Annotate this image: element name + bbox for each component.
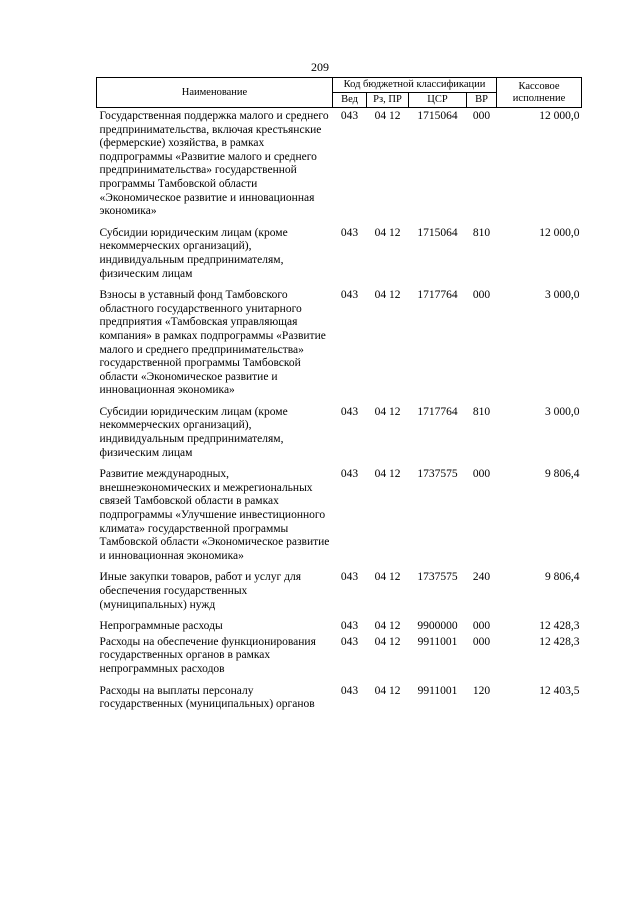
row-amount: 9 806,4 xyxy=(545,571,580,584)
table-row xyxy=(97,289,582,406)
row-vr: 240 xyxy=(472,571,491,584)
row-csr: 9911001 xyxy=(417,684,458,697)
row-ved: 043 xyxy=(340,635,359,648)
row-rz-pr: 04 12 xyxy=(374,289,401,302)
row-vr: 120 xyxy=(472,684,491,697)
row-rz-pr: 04 12 xyxy=(374,110,401,122)
row-name: Непрограммные расходы xyxy=(99,620,223,633)
table-row xyxy=(97,227,582,289)
row-name: Государственная поддержка малого и среднего предпринимательства, включая крестьянские (фермерские) хозяйства, в рамках подпрограммы «Развитие малого и среднего предпринимательства» государственной программы Тамбовской области «Экономическое развитие и инновационная экономика» xyxy=(99,110,329,218)
row-name: Расходы на выплаты персоналу государственных (муниципальных) органов xyxy=(99,684,315,711)
row-rz-pr: 04 12 xyxy=(374,684,401,697)
table-row xyxy=(97,620,582,636)
table-body xyxy=(97,108,582,720)
row-csr: 1737575 xyxy=(417,468,458,481)
row-csr: 9900000 xyxy=(417,620,458,633)
row-rz-pr: 04 12 xyxy=(374,405,401,418)
row-csr: 1715064 xyxy=(417,226,458,239)
row-ved: 043 xyxy=(340,405,359,418)
row-amount: 9 806,4 xyxy=(545,468,580,481)
row-ved: 043 xyxy=(340,571,359,584)
row-ved: 043 xyxy=(340,468,359,481)
row-rz-pr: 04 12 xyxy=(374,571,401,584)
table-row xyxy=(97,108,582,227)
table-row xyxy=(97,571,582,620)
header-csr: ЦСР xyxy=(409,93,467,108)
row-ved: 043 xyxy=(340,110,359,122)
row-vr: 000 xyxy=(472,289,491,302)
row-name: Развитие международных, внешнеэкономических и межрегиональных связей Тамбовской области в рамках подпрограммы «Улучшение инвестиционного климата» государственной программы Тамбовской области «Экономическое развитие и инновационная экономика» xyxy=(99,468,330,562)
table-row xyxy=(97,468,582,571)
row-csr: 1715064 xyxy=(417,110,458,122)
row-name: Субсидии юридическим лицам (кроме некоммерческих организаций), индивидуальным предпринимателям, физическим лицам xyxy=(99,405,288,459)
header-vr: ВР xyxy=(467,93,497,108)
row-amount: 12 000,0 xyxy=(539,226,580,239)
header-name: Наименование xyxy=(97,78,333,108)
header-ved: Вед xyxy=(333,93,367,108)
row-vr: 000 xyxy=(472,620,491,633)
row-amount: 12 403,5 xyxy=(539,684,580,697)
row-csr: 1737575 xyxy=(417,571,458,584)
row-ved: 043 xyxy=(340,684,359,697)
row-rz-pr: 04 12 xyxy=(374,635,401,648)
table-header xyxy=(97,78,582,108)
budget-table xyxy=(96,77,582,720)
row-vr: 000 xyxy=(472,110,491,122)
row-amount: 12 428,3 xyxy=(539,620,580,633)
row-ved: 043 xyxy=(340,226,359,239)
row-vr: 810 xyxy=(472,226,491,239)
row-ved: 043 xyxy=(340,620,359,633)
table-row xyxy=(97,636,582,685)
row-csr: 9911001 xyxy=(417,635,458,648)
row-csr: 1717764 xyxy=(417,289,458,302)
page-number: 209 xyxy=(311,60,329,74)
row-vr: 000 xyxy=(472,468,491,481)
row-vr: 810 xyxy=(472,405,491,418)
row-amount: 12 428,3 xyxy=(539,635,580,648)
row-name: Взносы в уставный фонд Тамбовского областного государственного унитарного предприятия «Тамбовская управляющая компания» в рамках подпрограммы «Развитие малого и среднего предпринимательства» государственной программы Тамбовской области «Экономическое развитие и инновационная экономика» xyxy=(99,289,326,397)
row-name: Иные закупки товаров, работ и услуг для обеспечения государственных (муниципальных) нужд xyxy=(99,571,301,611)
row-name: Субсидии юридическим лицам (кроме некоммерческих организаций), индивидуальным предпринимателям, физическим лицам xyxy=(99,226,288,280)
table-row xyxy=(97,685,582,720)
table-row xyxy=(97,406,582,468)
header-amount: Кассовое исполнение xyxy=(497,78,582,108)
row-rz-pr: 04 12 xyxy=(374,620,401,633)
row-rz-pr: 04 12 xyxy=(374,468,401,481)
row-csr: 1717764 xyxy=(417,405,458,418)
row-ved: 043 xyxy=(340,289,359,302)
row-amount: 3 000,0 xyxy=(545,405,580,418)
row-name: Расходы на обеспечение функционирования государственных органов в рамках непрограммных расходов xyxy=(99,635,316,675)
row-amount: 12 000,0 xyxy=(539,110,580,122)
row-vr: 000 xyxy=(472,635,491,648)
row-rz-pr: 04 12 xyxy=(374,226,401,239)
header-classification-group: Код бюджетной классификации xyxy=(333,78,497,93)
header-rz-pr: Рз, ПР xyxy=(367,93,409,108)
row-amount: 3 000,0 xyxy=(545,289,580,302)
